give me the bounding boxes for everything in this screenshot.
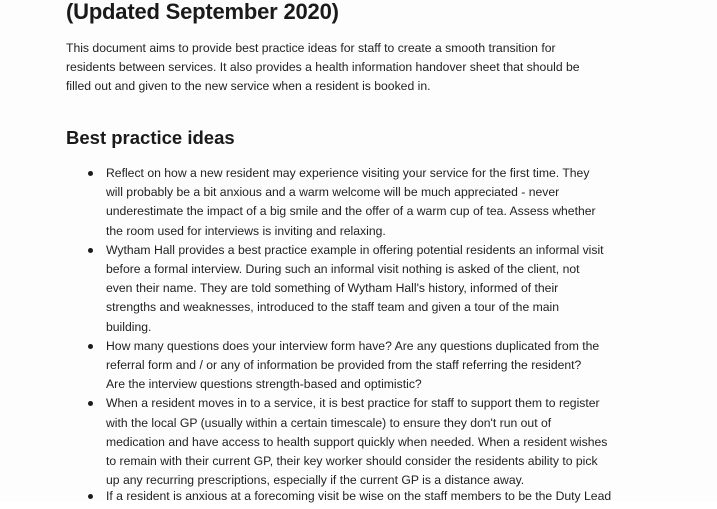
bullet-icon bbox=[88, 171, 93, 176]
list-item bbox=[0, 394, 717, 490]
list-item-line: underestimate the impact of a big smile and the offer of a warm cup of tea. Assess whether bbox=[106, 204, 596, 219]
list-item-line: referral form and / or any of information be provided from the staff referring the resident? bbox=[106, 358, 582, 373]
best-practice-list bbox=[0, 164, 717, 490]
list-item-line: to remain with their current GP, their key worker should consider the residents ability to pick bbox=[106, 454, 598, 469]
bullet-icon bbox=[88, 344, 93, 349]
cut-off-list-item bbox=[0, 489, 717, 509]
list-item bbox=[0, 241, 717, 337]
list-item-line: When a resident moves in to a service, it is best practice for staff to support them to register bbox=[106, 396, 600, 411]
document-title: (Updated September 2020) bbox=[66, 0, 339, 24]
list-item bbox=[0, 337, 717, 395]
intro-paragraph bbox=[66, 39, 666, 96]
intro-line: filled out and given to the new service when a resident is booked in. bbox=[66, 79, 431, 93]
list-item-line: medication and have access to health support quickly when needed. When a resident wishes bbox=[106, 434, 608, 449]
list-item-line: Reflect on how a new resident may experience visiting your service for the first time. They bbox=[106, 166, 590, 180]
list-item-line: with the local GP (usually within a certain timescale) to ensure they don't run out of bbox=[106, 415, 552, 430]
list-item-line: will probably be a bit anxious and a warm welcome will be much appreciated - never bbox=[106, 185, 560, 200]
section-heading: Best practice ideas bbox=[66, 127, 235, 148]
list-item-line: even their name. They are told something of Wytham Hall's history, informed of their bbox=[106, 281, 559, 296]
list-item-line: How many questions does your interview form have? Are any questions duplicated from the bbox=[106, 338, 600, 353]
list-item-line: the room used for interviews is inviting and relaxing. bbox=[106, 223, 386, 238]
list-item-line: building. bbox=[106, 319, 152, 334]
list-item-line: Are the interview questions strength-based and optimistic? bbox=[106, 377, 422, 392]
bullet-icon bbox=[88, 494, 93, 499]
bullet-icon bbox=[88, 248, 93, 253]
bullet-icon bbox=[88, 401, 93, 406]
intro-line: residents between services. It also provides a health information handover sheet that should be bbox=[66, 60, 580, 74]
list-item-line: strengths and weaknesses, introduced to the staff team and given a tour of the main bbox=[106, 300, 560, 315]
list-item-line: Wytham Hall provides a best practice example in offering potential residents an informal visit bbox=[106, 242, 604, 257]
list-item bbox=[0, 164, 717, 241]
list-item-line: If a resident is anxious at a forecoming visit be wise on the staff members to be the Duty Lead bbox=[106, 489, 612, 503]
list-item-line: up any recurring prescriptions, especially if the current GP is a distance away. bbox=[106, 473, 525, 488]
intro-line: This document aims to provide best practice ideas for staff to create a smooth transition for bbox=[66, 41, 556, 55]
list-item-line: before a formal interview. During such an informal visit nothing is asked of the client, not bbox=[106, 262, 580, 277]
